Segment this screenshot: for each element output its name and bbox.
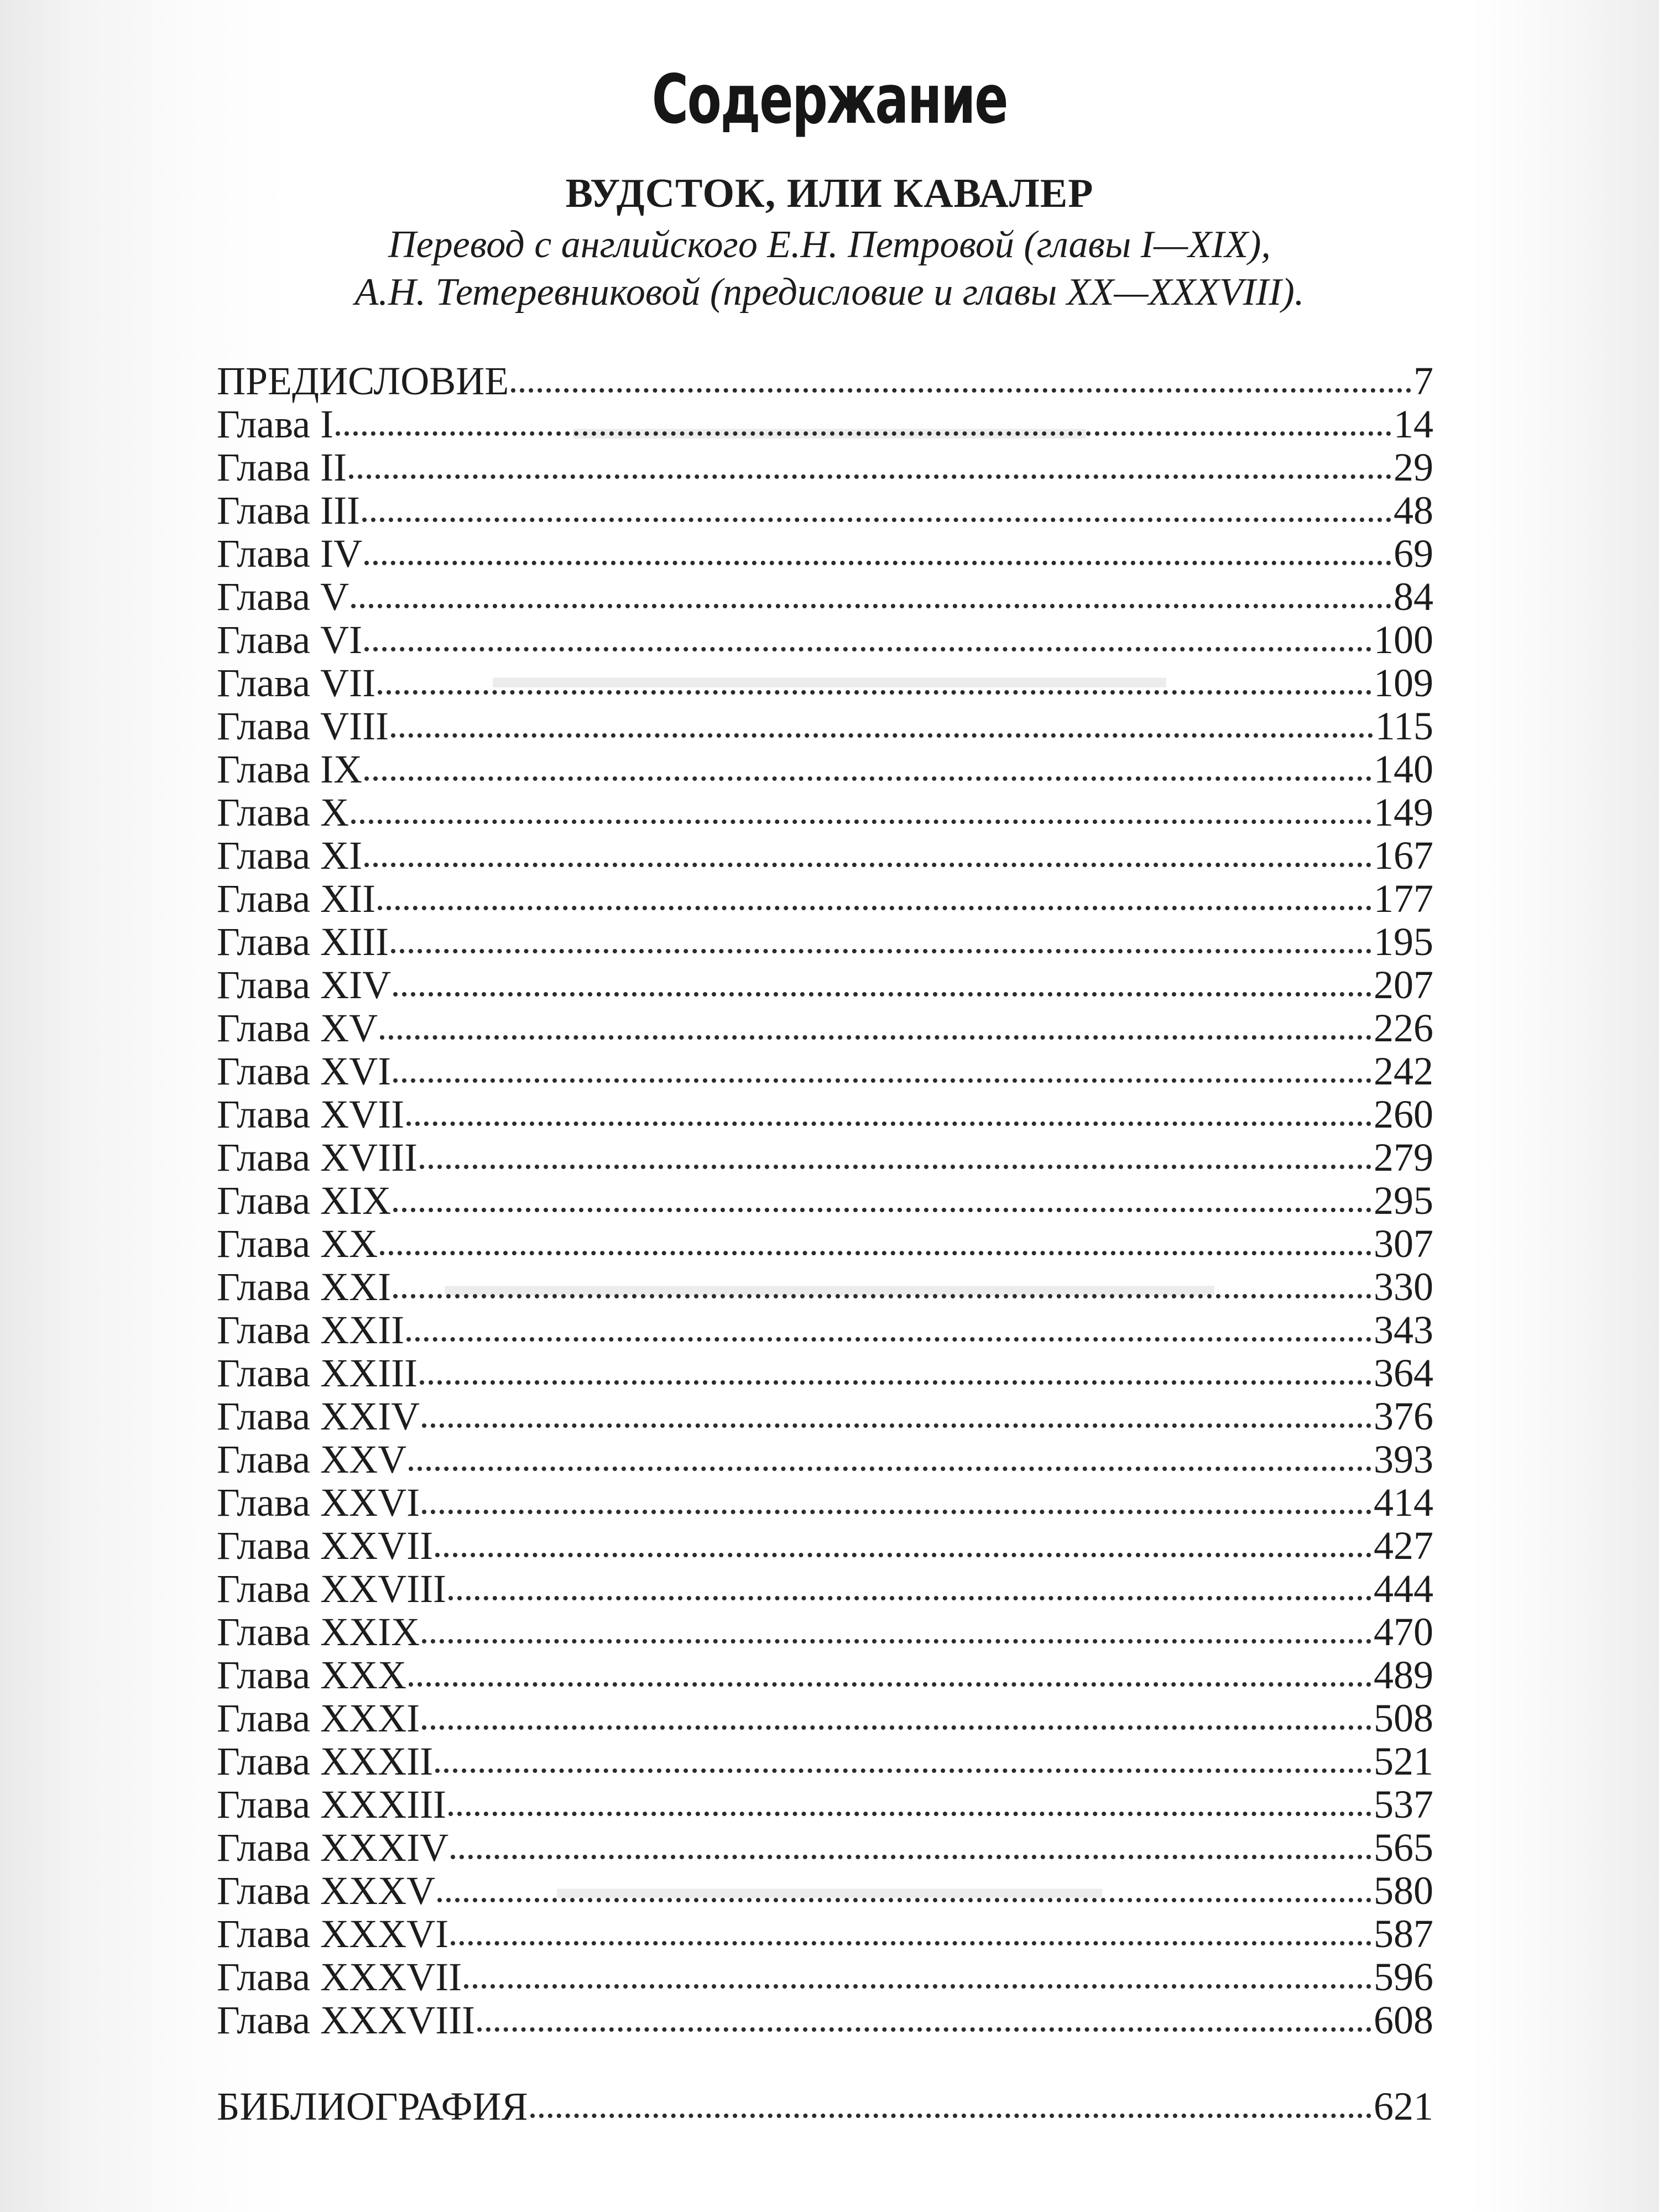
toc-entry-label: Глава XVII xyxy=(217,1092,405,1136)
dot-leader xyxy=(448,1589,1371,1600)
toc-entry-bibliography xyxy=(217,2085,1433,2128)
toc-entry xyxy=(217,1308,1433,1352)
dot-leader xyxy=(393,1072,1371,1083)
toc-entry-page-number: 295 xyxy=(1374,1178,1433,1223)
toc-entry-label: Глава XVI xyxy=(217,1049,392,1093)
toc-entry-label: Глава IV xyxy=(217,531,363,576)
toc-entry-page-number: 84 xyxy=(1394,575,1433,619)
toc-entry-page-number: 109 xyxy=(1374,661,1433,705)
toc-entry xyxy=(217,1999,1433,2042)
toc-entry-page-number: 596 xyxy=(1374,1955,1433,1999)
dot-leader xyxy=(422,1719,1371,1730)
toc-entry-label: Глава I xyxy=(217,402,334,446)
toc-entry-page-number: 307 xyxy=(1374,1222,1433,1266)
toc-entry-label: Глава XI xyxy=(217,833,363,878)
toc-entry-label: Глава XX xyxy=(217,1222,378,1266)
toc-entry xyxy=(217,1955,1433,1999)
toc-entry-page-number: 167 xyxy=(1374,833,1433,878)
toc-entry-page-number: 414 xyxy=(1374,1480,1433,1525)
toc-entry-page-number: 343 xyxy=(1374,1308,1433,1352)
toc-entry xyxy=(217,834,1433,877)
toc-entry-page-number: 330 xyxy=(1374,1265,1433,1309)
toc-entry xyxy=(217,661,1433,705)
toc-entry-label: Глава XXV xyxy=(217,1437,407,1481)
toc-entry xyxy=(217,446,1433,489)
show-through-texture: ▬▬▬▬▬▬▬▬▬▬▬▬▬▬▬▬▬▬▬▬▬ xyxy=(493,659,1166,695)
dot-leader xyxy=(362,511,1391,522)
toc-entry-label: Глава VI xyxy=(217,618,363,662)
work-title: ВУДСТОК, ИЛИ КАВАЛЕР xyxy=(565,171,1094,216)
toc-entry xyxy=(217,748,1433,791)
dot-leader xyxy=(448,1805,1371,1816)
toc-entry xyxy=(217,791,1433,834)
toc-entry-label: Глава V xyxy=(217,575,349,619)
toc-entry-page-number: 14 xyxy=(1394,402,1433,446)
toc-entry xyxy=(217,705,1433,748)
toc-entry xyxy=(217,1179,1433,1222)
dot-leader xyxy=(451,1934,1371,1945)
dot-leader xyxy=(435,1546,1371,1557)
translators-line-1: Перевод с английского Е.Н. Петровой (главы I—XIX), xyxy=(388,223,1271,266)
toc-entry xyxy=(217,1524,1433,1567)
toc-entry-label: Глава XXIV xyxy=(217,1394,420,1438)
toc-entry xyxy=(217,1352,1433,1395)
toc-entry xyxy=(217,1783,1433,1826)
dot-leader xyxy=(477,2021,1371,2032)
toc-entry xyxy=(217,1481,1433,1524)
toc-entry-page-number: 376 xyxy=(1374,1394,1433,1438)
toc-entry-label: Глава XXX xyxy=(217,1653,407,1697)
dot-leader xyxy=(409,1460,1371,1471)
dot-leader xyxy=(351,813,1371,824)
toc-entry-label: Глава XIII xyxy=(217,920,389,964)
toc-entry-page-number: 470 xyxy=(1374,1610,1433,1654)
toc-entry-label: Глава XXII xyxy=(217,1308,405,1352)
toc-entry xyxy=(217,1653,1433,1697)
dot-leader xyxy=(422,1503,1371,1514)
toc-entry-page-number: 207 xyxy=(1374,963,1433,1007)
toc-entry-label: Глава X xyxy=(217,790,349,834)
toc-entry-page-number: 260 xyxy=(1374,1092,1433,1136)
toc-entry-page-number: 115 xyxy=(1375,704,1433,748)
toc-entry-page-number: 7 xyxy=(1413,359,1433,403)
toc-entry-page-number: 521 xyxy=(1374,1739,1433,1783)
toc-entry-label: Глава XIX xyxy=(217,1178,392,1223)
dot-leader xyxy=(364,770,1371,781)
dot-leader xyxy=(420,1374,1371,1385)
toc-entry-label: Глава XXXIV xyxy=(217,1825,449,1870)
toc-entry-label: Глава XVIII xyxy=(217,1135,418,1180)
show-through-texture: ▬▬▬▬▬▬▬▬▬▬▬▬▬▬▬▬ xyxy=(573,410,1086,446)
toc-entry-page-number: 565 xyxy=(1374,1825,1433,1870)
toc-entry xyxy=(217,1610,1433,1653)
toc-entry-label: Глава XXI xyxy=(217,1265,392,1309)
toc-entry-label: Глава XXXV xyxy=(217,1869,436,1913)
toc-entry xyxy=(217,1438,1433,1481)
dot-leader xyxy=(391,727,1373,738)
toc-entry-page-number: 444 xyxy=(1374,1567,1433,1611)
dot-leader xyxy=(435,1762,1371,1773)
toc-entry xyxy=(217,1006,1433,1050)
toc-entry-label: Глава II xyxy=(217,445,347,489)
toc-entry-page-number: 195 xyxy=(1374,920,1433,964)
dot-leader xyxy=(378,899,1371,910)
toc-entry xyxy=(217,1395,1433,1438)
toc-entry xyxy=(217,489,1433,532)
toc-entry-page-number: 279 xyxy=(1374,1135,1433,1180)
toc-entry xyxy=(217,1912,1433,1955)
dot-leader xyxy=(530,2107,1371,2118)
toc-entry-label: Глава XXVI xyxy=(217,1480,420,1525)
dot-leader xyxy=(391,942,1371,953)
toc-entry-page-number: 100 xyxy=(1374,618,1433,662)
toc-entry-page-number: 427 xyxy=(1374,1524,1433,1568)
toc-entry-label: Глава XII xyxy=(217,877,376,921)
toc-entry xyxy=(217,1050,1433,1093)
toc-entry xyxy=(217,1869,1433,1912)
toc-entry xyxy=(217,1697,1433,1740)
toc-entry-page-number: 364 xyxy=(1374,1351,1433,1395)
toc-entry xyxy=(217,1222,1433,1265)
toc-entry-label: Глава XXXI xyxy=(217,1696,420,1740)
toc-entry-label: Глава XXVII xyxy=(217,1524,434,1568)
toc-entry xyxy=(217,359,1433,403)
toc-entry-page-number: 580 xyxy=(1374,1869,1433,1913)
dot-leader xyxy=(380,1029,1371,1040)
toc-entry-label: Глава XXVIII xyxy=(217,1567,447,1611)
toc-entry-page-number: 140 xyxy=(1374,747,1433,791)
toc-entry-label: Глава XV xyxy=(217,1006,378,1050)
toc-entry-page-number: 29 xyxy=(1394,445,1433,489)
toc-entry xyxy=(217,575,1433,618)
toc-entry-page-number: 537 xyxy=(1374,1782,1433,1827)
dot-leader xyxy=(420,1158,1371,1169)
dot-leader xyxy=(349,468,1391,479)
dot-leader xyxy=(364,554,1391,565)
dot-leader xyxy=(378,684,1371,695)
toc-entry-page-number: 69 xyxy=(1394,531,1433,576)
toc-entry xyxy=(217,877,1433,920)
toc-entry-page-number: 48 xyxy=(1394,488,1433,533)
dot-leader xyxy=(464,1978,1371,1989)
dot-leader xyxy=(437,1891,1371,1902)
dot-leader xyxy=(393,1201,1371,1212)
toc-entry xyxy=(217,920,1433,963)
dot-leader xyxy=(393,985,1371,997)
dot-leader xyxy=(364,856,1371,867)
toc-entry xyxy=(217,1093,1433,1136)
toc-entry xyxy=(217,1567,1433,1610)
toc-entry xyxy=(217,1136,1433,1179)
toc-entry-label: Глава IX xyxy=(217,747,363,791)
dot-leader xyxy=(511,382,1411,393)
toc-entry-label: Глава XXXII xyxy=(217,1739,434,1783)
dot-leader xyxy=(422,1632,1371,1644)
toc-entry-label: Глава XXIX xyxy=(217,1610,420,1654)
toc-entry-label: Глава XXXIII xyxy=(217,1782,447,1827)
translators-note xyxy=(0,221,1659,316)
toc-entry-page-number: 226 xyxy=(1374,1006,1433,1050)
toc-entry-label: Глава XXXVI xyxy=(217,1912,449,1956)
toc-entry-page-number: 489 xyxy=(1374,1653,1433,1697)
toc-entry-page-number: 242 xyxy=(1374,1049,1433,1093)
toc-entry-label: Глава XXXVII xyxy=(217,1955,462,1999)
toc-entry xyxy=(217,618,1433,661)
toc-entry-page-number: 508 xyxy=(1374,1696,1433,1740)
dot-leader xyxy=(364,640,1371,651)
dot-leader xyxy=(406,1115,1371,1126)
toc-entry-page-number: 149 xyxy=(1374,790,1433,834)
page-title: Содержание xyxy=(651,60,1008,139)
toc-entry-label: Глава III xyxy=(217,488,361,533)
toc-entry-label: Глава XXIII xyxy=(217,1351,418,1395)
toc-entry xyxy=(217,403,1433,446)
toc-entry xyxy=(217,1740,1433,1783)
toc-entry xyxy=(217,532,1433,575)
toc-entry-page-number: 393 xyxy=(1374,1437,1433,1481)
toc-entry-label: ПРЕДИСЛОВИЕ xyxy=(217,359,509,403)
toc-entry-label: Глава VIII xyxy=(217,704,389,748)
toc-entry-page-number: 608 xyxy=(1374,1998,1433,2042)
dot-leader xyxy=(380,1244,1371,1255)
show-through-texture: ▬▬▬▬▬▬▬▬▬▬▬▬▬▬▬▬▬ xyxy=(557,1870,1102,1906)
toc-entry-page-number: 177 xyxy=(1374,877,1433,921)
toc-entry-label: Глава XIV xyxy=(217,963,392,1007)
toc-entry-page-number: 587 xyxy=(1374,1912,1433,1956)
dot-leader xyxy=(406,1331,1371,1342)
dot-leader xyxy=(351,597,1391,608)
toc-entry-label: БИБЛИОГРАФИЯ xyxy=(217,2084,528,2128)
toc-entry xyxy=(217,963,1433,1006)
dot-leader xyxy=(409,1676,1371,1687)
translators-line-2: А.Н. Тетеревниковой (предисловие и главы XX—XXXVIII). xyxy=(354,271,1305,314)
toc-entry-label: Глава XXXVIII xyxy=(217,1998,476,2042)
toc-entry xyxy=(217,1826,1433,1869)
dot-leader xyxy=(393,1287,1371,1298)
toc-entry-page-number: 621 xyxy=(1374,2084,1433,2128)
dot-leader xyxy=(422,1417,1371,1428)
toc-entry-label: Глава VII xyxy=(217,661,376,705)
dot-leader xyxy=(336,425,1391,436)
toc-entry xyxy=(217,1265,1433,1308)
show-through-texture: ▬▬▬▬▬▬▬▬▬▬▬▬▬▬▬▬▬▬▬▬▬▬▬▬ xyxy=(445,1267,1214,1303)
table-of-contents xyxy=(217,359,1433,2128)
dot-leader xyxy=(451,1848,1371,1859)
